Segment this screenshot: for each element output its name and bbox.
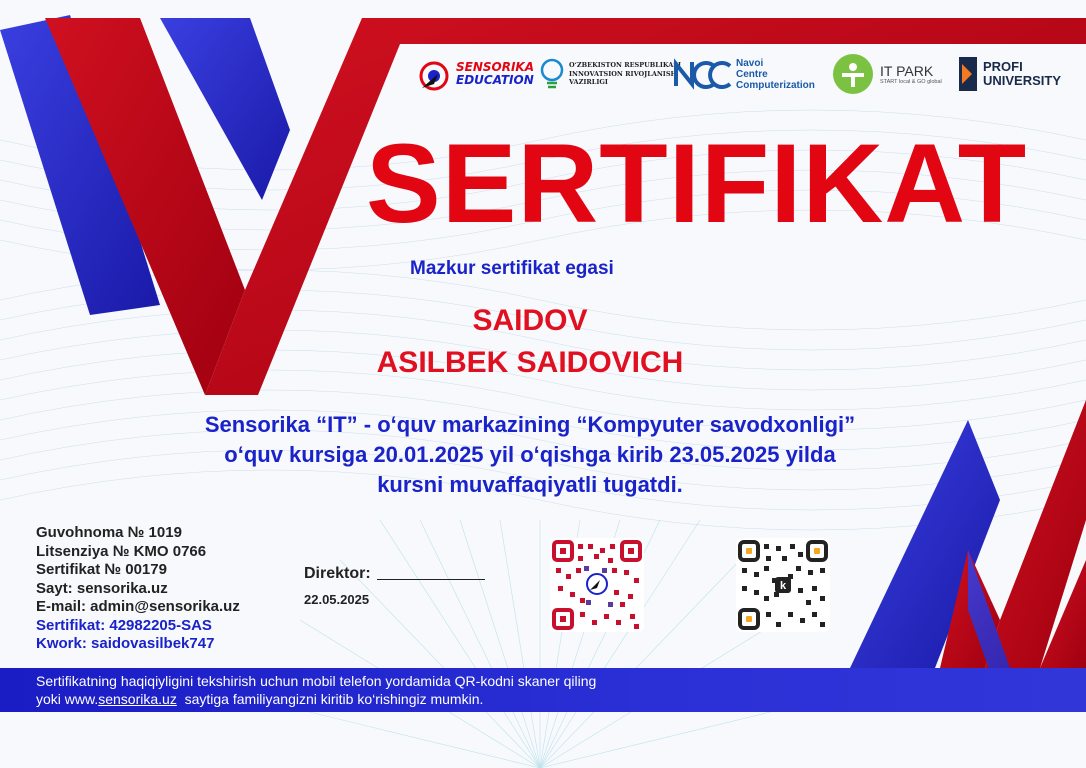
kwork-handle: Kwork: saidovasilbek747 bbox=[36, 635, 215, 652]
profi-emblem-icon bbox=[958, 56, 978, 92]
holder-surname: SAIDOV bbox=[472, 304, 588, 337]
footer-line1: Sertifikatning haqiqiyligini tekshirish uchun mobil telefon yordamida QR-kodni skaner qiling bbox=[36, 673, 597, 689]
body-line-1: Sensorika “IT” - o‘quv markazining “Kompyuter savodxonligi” bbox=[204, 412, 856, 437]
profi-line1: PROFI bbox=[983, 59, 1023, 74]
it-park-logo bbox=[832, 52, 942, 96]
footer-text bbox=[36, 672, 596, 708]
email: E-mail: admin@sensorika.uz bbox=[36, 598, 240, 615]
qr-code-colored[interactable] bbox=[550, 538, 644, 632]
director-date: 22.05.2025 bbox=[304, 592, 370, 607]
navoi-centre-logo bbox=[672, 52, 815, 96]
innovation-line2: INNOVATSION RIVOJLANISH bbox=[569, 69, 677, 78]
svg-text:k: k bbox=[779, 580, 787, 592]
body-line-3: kursni muvaffaqiyatli tugatdi. bbox=[377, 472, 683, 497]
signature-line bbox=[377, 567, 485, 580]
guvohnoma-number: Guvohnoma № 1019 bbox=[36, 524, 182, 541]
navoi-line2: Centre bbox=[736, 68, 768, 80]
lightbulb-icon bbox=[538, 57, 566, 91]
it-park-title: IT PARK bbox=[880, 63, 934, 79]
sertifikat-number: Sertifikat № 00179 bbox=[36, 561, 167, 578]
footer-line2 bbox=[36, 690, 596, 708]
sensorika-emblem-icon bbox=[414, 54, 454, 94]
certificate-info bbox=[36, 524, 240, 654]
sensorika-logo bbox=[414, 52, 534, 96]
director-signature bbox=[304, 565, 485, 583]
navoi-line1: Navoi bbox=[736, 57, 764, 69]
it-park-subtitle: START local & GO global bbox=[880, 79, 942, 85]
footer-prefix: yoki www. bbox=[36, 691, 99, 707]
profi-line2: UNIVERSITY bbox=[983, 73, 1062, 88]
sensorika-logo-bottom: EDUCATION bbox=[456, 73, 534, 87]
ncc-monogram-icon bbox=[672, 56, 734, 92]
certificate-body bbox=[90, 410, 970, 500]
navoi-line3: Computerization bbox=[736, 79, 815, 91]
sensorika-logo-top: SENSORIKA bbox=[456, 60, 535, 74]
it-park-emblem-icon bbox=[832, 53, 874, 95]
profi-university-logo bbox=[958, 52, 1061, 96]
litsenziya-number: Litsenziya № KMO 0766 bbox=[36, 542, 207, 560]
innovation-line3: VAZIRLIGI bbox=[569, 78, 608, 87]
sertifikat-code: Sertifikat: 42982205-SAS bbox=[36, 616, 212, 634]
director-label: Direktor: bbox=[304, 565, 371, 582]
qr-code-kwork[interactable] bbox=[736, 538, 830, 632]
footer-website-link[interactable]: sensorika.uz bbox=[98, 691, 177, 707]
body-line-2: o‘quv kursiga 20.01.2025 yil o‘qishga kirib 23.05.2025 yilda bbox=[224, 442, 836, 467]
certificate-subtitle: Mazkur sertifikat egasi bbox=[410, 258, 614, 279]
certificate-title: SERTIFIKAT bbox=[366, 121, 1028, 246]
footer-suffix: saytiga familiyangizni kiritib ko‘rishingiz mumkin. bbox=[176, 691, 484, 707]
innovation-line1: O‘ZBEKISTON RESPUBLIKASI bbox=[569, 61, 682, 70]
website: Sayt: sensorika.uz bbox=[36, 579, 168, 597]
holder-full-name: ASILBEK SAIDOVICH bbox=[376, 346, 684, 379]
innovation-ministry-logo bbox=[538, 52, 681, 96]
